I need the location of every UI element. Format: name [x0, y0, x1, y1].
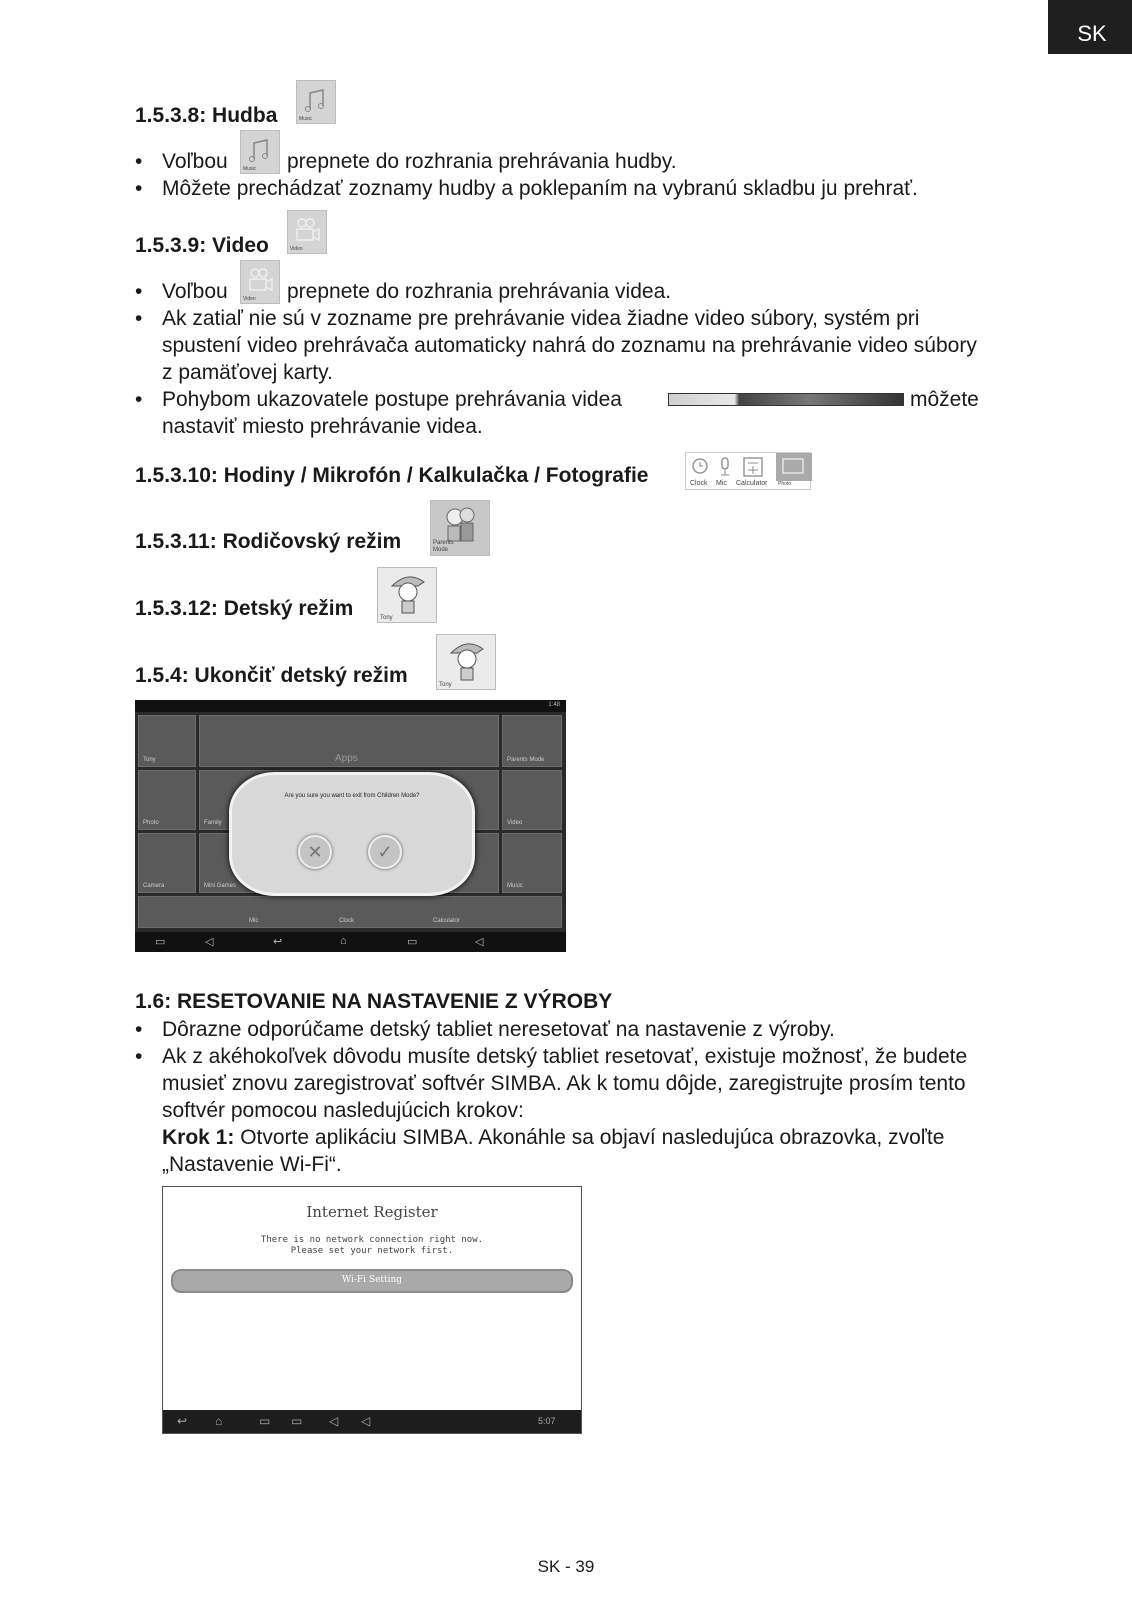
mic-caption: Mic [716, 480, 727, 487]
reset-text-1: Dôrazne odporúčame detský tabliet neresetovať na nastavenie z výroby. [162, 1018, 835, 1041]
video-camera-icon: Video [287, 210, 327, 254]
bullet: • [135, 388, 143, 411]
step-1 [162, 1124, 944, 1151]
tony-avatar-icon: Tony [436, 634, 496, 690]
home-icon: ⌂ [340, 935, 347, 947]
tool-clock: Clock [339, 918, 355, 924]
volume-up-icon: ◁ [475, 936, 484, 948]
recent-apps-icon: ▭ [259, 1414, 271, 1428]
video-text-3b: nastaviť miesto prehrávanie videa. [162, 415, 483, 438]
android-nav-bar [163, 1410, 581, 1433]
parents-mode-icon: Parents Mode [430, 500, 490, 556]
wifi-setting-button[interactable]: Wi-Fi Setting [171, 1269, 573, 1293]
bullet: • [135, 150, 143, 173]
children-mode-exit-screenshot [135, 700, 566, 952]
status-bar: 1:48 [135, 700, 566, 712]
video-text-3-pre: Pohybom ukazovatele postupe prehrávania videa [162, 388, 622, 411]
reset-text-2c: softvér pomocou nasledujúcich krokov: [162, 1099, 524, 1122]
bullet: • [135, 280, 143, 303]
heading-parents-mode: 1.5.3.11: Rodičovský režim [135, 530, 402, 553]
heading-music: 1.5.3.8: Hudba [135, 104, 278, 127]
video-text-post: prepnete do rozhrania prehrávania videa. [287, 280, 672, 303]
step-1-line2: „Nastavenie Wi-Fi“. [162, 1153, 342, 1176]
bullet: • [135, 1018, 143, 1041]
exit-confirm-dialog [229, 772, 475, 896]
internet-register-screenshot [162, 1186, 582, 1434]
clock-caption: Clock [690, 480, 708, 487]
bullet: • [135, 1045, 143, 1068]
tile-camera[interactable]: Camera [138, 833, 196, 893]
register-message: There is no network connection right now. Please set your network first. [260, 1235, 484, 1256]
tool-mic: Mic [249, 918, 259, 924]
video-text-pre: Voľbou [162, 280, 228, 303]
recent-apps-icon: ▭ [407, 936, 418, 948]
step-label: Krok 1: [162, 1126, 235, 1149]
step-text: Otvorte aplikáciu SIMBA. Akonáhle sa objaví nasledujúca obrazovka, zvoľte [240, 1126, 945, 1149]
video-text-2c: z pamäťovej karty. [162, 361, 333, 384]
video-text-2a: Ak zatiaľ nie sú v zozname pre prehrávanie videa žiadne video súbory, systém pri [162, 307, 920, 330]
dialog-question: Are you sure you want to exit from Children Mode? [284, 793, 420, 799]
music-icon: Music [240, 130, 280, 174]
calculator-caption: Calculator [736, 480, 768, 487]
video-progress-bar [668, 393, 904, 406]
confirm-button[interactable]: ✓ [368, 835, 402, 869]
volume-down-icon: ◁ [329, 1414, 339, 1428]
back-icon: ↩ [177, 1414, 188, 1428]
screenshot-icon: ▭ [291, 1414, 303, 1428]
heading-clock-mic-calc-photo: 1.5.3.10: Hodiny / Mikrofón / Kalkulačka / Fotografie [135, 464, 649, 487]
heading-factory-reset: 1.6: RESETOVANIE NA NASTAVENIE Z VÝROBY [135, 990, 613, 1013]
tile-video[interactable]: Video [502, 770, 562, 830]
reset-text-2b: musieť znovu zaregistrovať softvér SIMBA. Ak k tomu dôjde, zaregistrujte prosím tento [162, 1072, 966, 1095]
music-icon: Music [296, 80, 336, 124]
tools-row [138, 896, 562, 928]
photo-caption: Photo [778, 481, 792, 487]
music-text-2: Môžete prechádzať zoznamy hudby a poklepaním na vybranú skladbu ju prehrať. [162, 177, 918, 200]
cancel-button[interactable]: ✕ [298, 835, 332, 869]
bullet: • [135, 307, 143, 330]
heading-exit-children-mode: 1.5.4: Ukončiť detský režim [135, 664, 408, 687]
bullet: • [135, 177, 143, 200]
tile-photo[interactable]: Photo [138, 770, 196, 830]
heading-children-mode: 1.5.3.12: Detský režim [135, 597, 354, 620]
video-text-3-post: môžete [910, 388, 979, 411]
tile-parents-mode[interactable]: Parents Mode [502, 715, 562, 767]
tool-calculator: Calculator [433, 918, 461, 924]
screenshot-icon: ▭ [155, 936, 166, 948]
tile-music[interactable]: Music [502, 833, 562, 893]
video-text-2b: spustení video prehrávača automaticky nahrá do zoznamu na prehrávanie video súbory [162, 334, 977, 357]
back-icon: ↩ [273, 936, 283, 948]
video-camera-icon: Video [240, 260, 280, 304]
register-title: Internet Register [306, 1203, 438, 1221]
tile-apps[interactable]: Apps [199, 715, 499, 767]
page-number: SK - 39 [537, 1557, 595, 1576]
home-icon: ⌂ [215, 1414, 223, 1428]
reset-text-2a: Ak z akéhokoľvek dôvodu musíte detský tabliet resetovať, existuje možnosť, že budete [162, 1045, 968, 1068]
music-text-pre: Voľbou [162, 150, 228, 173]
tile-mini-games[interactable]: Mini Games [199, 833, 289, 893]
tile-tony[interactable]: Tony [138, 715, 196, 767]
music-text-post: prepnete do rozhrania prehrávania hudby. [287, 150, 677, 173]
volume-up-icon: ◁ [361, 1414, 371, 1428]
tools-icon-strip [685, 452, 811, 490]
volume-down-icon: ◁ [205, 936, 214, 948]
tony-avatar-icon: Tony [377, 567, 437, 623]
tile-family[interactable]: Family [199, 770, 499, 830]
heading-video: 1.5.3.9: Video [135, 234, 269, 257]
clock-time: 5:07 [538, 1416, 556, 1426]
language-tab: SK [1048, 0, 1132, 54]
android-nav-bar [135, 932, 566, 952]
